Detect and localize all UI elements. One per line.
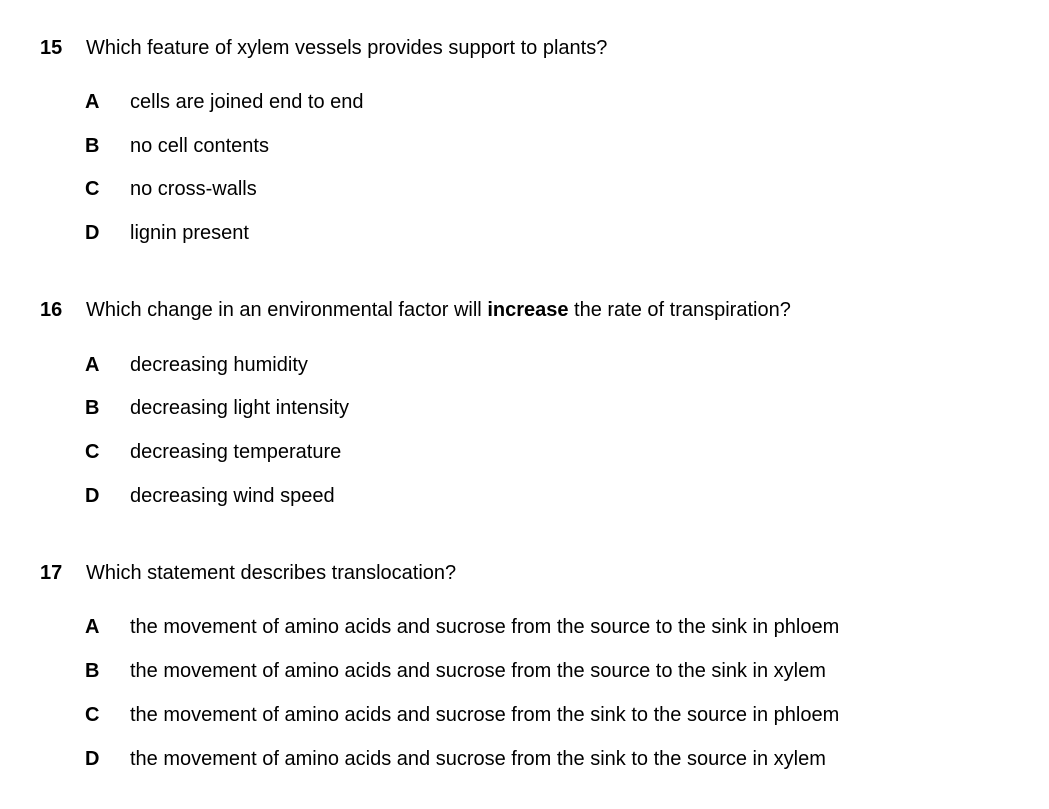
option-text: decreasing humidity [130, 354, 308, 376]
option-17-b[interactable] [0, 659, 1049, 683]
question-text: Which statement describes translocation? [86, 562, 457, 584]
option-text: decreasing light intensity [130, 397, 350, 419]
option-text: the movement of amino acids and sucrose from the sink to the source in phloem [130, 704, 840, 726]
option-15-c[interactable] [0, 177, 1049, 201]
question-text: Which feature of xylem vessels provides support to plants? [86, 37, 608, 59]
option-letter: D [85, 748, 100, 770]
question-number: 15 [40, 37, 63, 59]
option-16-b[interactable] [0, 396, 1049, 420]
option-16-c[interactable] [0, 440, 1049, 464]
option-text: lignin present [130, 222, 249, 244]
option-15-a[interactable] [0, 90, 1049, 114]
question-number: 17 [40, 562, 63, 584]
option-letter: A [85, 91, 100, 113]
question-text-before: Which change in an environmental factor will [86, 299, 488, 321]
option-16-a[interactable] [0, 353, 1049, 377]
question-header [0, 561, 1049, 585]
option-letter: A [85, 354, 100, 376]
option-letter: B [85, 397, 100, 419]
option-letter: C [85, 441, 100, 463]
option-letter: B [85, 660, 100, 682]
option-text: the movement of amino acids and sucrose from the source to the sink in phloem [130, 616, 840, 638]
option-letter: D [85, 485, 100, 507]
option-letter: A [85, 616, 100, 638]
option-15-b[interactable] [0, 134, 1049, 158]
question-text [86, 298, 791, 322]
option-text: decreasing wind speed [130, 485, 335, 507]
question-header [0, 36, 1049, 60]
option-17-a[interactable] [0, 615, 1049, 639]
option-16-d[interactable] [0, 484, 1049, 508]
question-header [0, 298, 1049, 322]
option-letter: B [85, 135, 100, 157]
option-letter: C [85, 704, 100, 726]
question-16 [0, 298, 1049, 322]
option-17-d[interactable] [0, 747, 1049, 771]
option-15-d[interactable] [0, 221, 1049, 245]
option-text: no cross-walls [130, 178, 257, 200]
option-text: no cell contents [130, 135, 269, 157]
question-15 [0, 36, 1049, 60]
option-letter: C [85, 178, 100, 200]
option-text: the movement of amino acids and sucrose from the source to the sink in xylem [130, 660, 826, 682]
option-17-c[interactable] [0, 703, 1049, 727]
option-text: decreasing temperature [130, 441, 342, 463]
question-number: 16 [40, 299, 63, 321]
option-letter: D [85, 222, 100, 244]
option-text: cells are joined end to end [130, 91, 364, 113]
question-text-emphasis: increase [487, 299, 569, 321]
option-text: the movement of amino acids and sucrose from the sink to the source in xylem [130, 748, 826, 770]
question-17 [0, 561, 1049, 585]
question-text-after: the rate of transpiration? [568, 299, 791, 321]
